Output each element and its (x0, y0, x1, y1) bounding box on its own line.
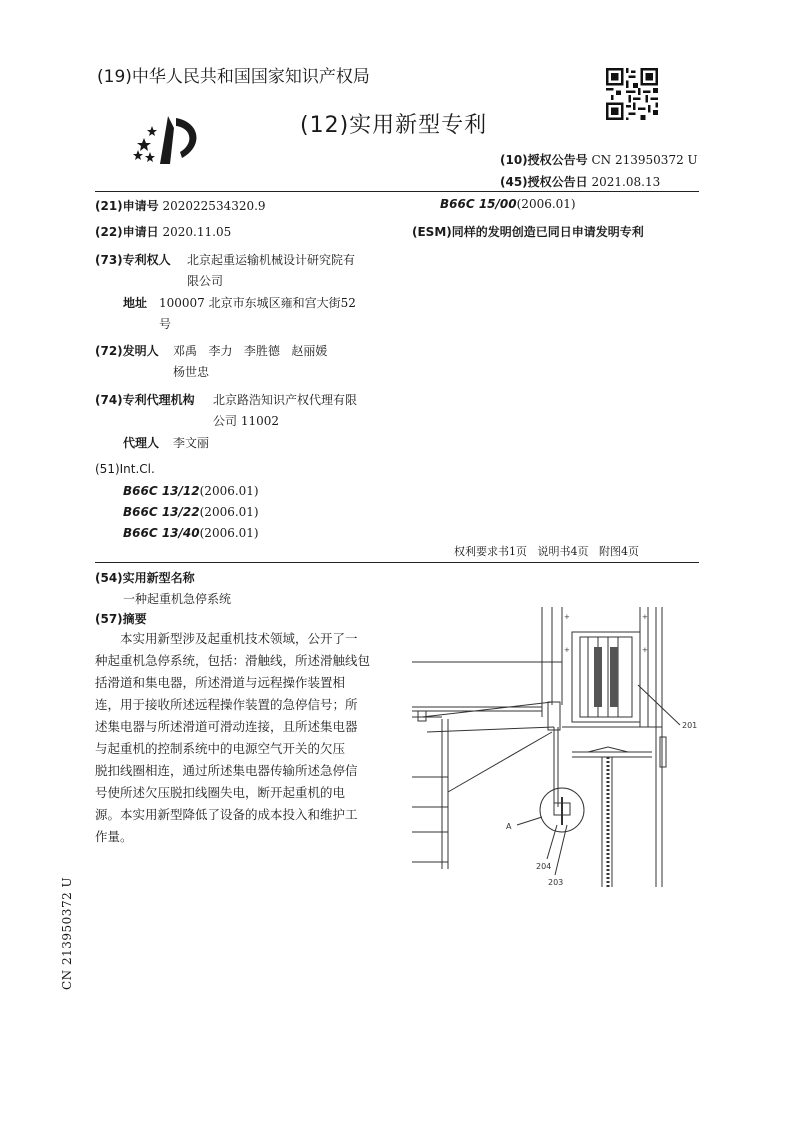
header-rule (95, 191, 699, 192)
abstract-line: 连，用于接收所述远程操作装置的急停信号；所 (95, 697, 358, 712)
cnipa-logo (130, 108, 210, 170)
label-A: A (506, 822, 512, 831)
agency-line-2: 公司 11002 (213, 414, 279, 428)
inventors-line-2: 杨世忠 (173, 365, 210, 379)
publication-number (500, 151, 698, 168)
abstract-line: 与起重机的控制系统中的电源空气开关的欠压 (95, 741, 346, 756)
address-line-2: 号 (159, 317, 172, 331)
biblio-rule (95, 562, 699, 563)
publication-date-label: (45)授权公告日 (500, 175, 588, 189)
abstract-line: 种起重机急停系统，包括：滑触线，所述滑触线包 (95, 653, 371, 668)
abstract-drawing (412, 607, 698, 897)
svg-text:+: + (564, 613, 570, 621)
abstract-line: 作量。 (95, 829, 133, 844)
abstract-line: 括滑道和集电器，所述滑道与远程操作装置相 (95, 675, 346, 690)
intcl-item: B66C 13/12(2006.01) (123, 484, 259, 498)
esm-note: (ESM)同样的发明创造已同日申请发明专利 (412, 225, 644, 239)
utility-model-title: 一种起重机急停系统 (123, 592, 232, 606)
office-name: (19)中华人民共和国国家知识产权局 (97, 67, 370, 87)
page-counts: 权利要求书1页 说明书4页 附图4页 (454, 545, 639, 558)
intcl-label: (51)Int.Cl. (95, 462, 155, 476)
side-publication-number: CN 213950372 U (60, 876, 74, 990)
title-label: (54)实用新型名称 (95, 571, 195, 585)
abstract-line: 源。本实用新型降低了设备的成本投入和维护工 (95, 807, 358, 822)
agent-name: 李文丽 (173, 436, 210, 450)
application-date: (22)申请日 2020.11.05 (95, 225, 232, 239)
publication-date (500, 173, 660, 190)
svg-text:+: + (642, 646, 648, 654)
label-203: 203 (548, 878, 564, 887)
abstract-line: 号使所述欠压脱扣线圈失电，断开起重机的电 (95, 785, 346, 800)
agent-label: 代理人 (123, 436, 160, 450)
intcl-item: B66C 13/40(2006.01) (123, 526, 259, 540)
abstract-line: 述集电器与所述滑道可滑动连接，且所述集电器 (95, 719, 358, 734)
agency-line-1: 北京路浩知识产权代理有限 (213, 393, 358, 407)
label-201: 201 (682, 721, 698, 730)
qr-code (606, 68, 658, 120)
publication-number-value: CN 213950372 U (591, 153, 698, 167)
svg-text:+: + (642, 613, 648, 621)
abstract-line: 脱扣线圈相连，通过所述集电器传输所述急停信 (95, 763, 358, 778)
document-kind: (12)实用新型专利 (300, 113, 488, 138)
agency-label: (74)专利代理机构 (95, 393, 195, 407)
abstract-text (95, 628, 397, 848)
abstract-line: 本实用新型涉及起重机技术领域，公开了一 (95, 631, 358, 646)
inventor-label: (72)发明人 (95, 344, 159, 358)
classification: B66C 15/00(2006.01) (440, 197, 576, 211)
application-number: (21)申请号 202022534320.9 (95, 199, 266, 213)
abstract-label: (57)摘要 (95, 612, 147, 626)
publication-number-label: (10)授权公告号 (500, 153, 588, 167)
patentee-label: (73)专利权人 (95, 253, 171, 267)
label-204: 204 (536, 862, 552, 871)
patentee-line-1: 北京起重运输机械设计研究院有 (187, 253, 356, 267)
address-line-1: 100007 北京市东城区雍和宫大街52 (159, 296, 356, 310)
intcl-item: B66C 13/22(2006.01) (123, 505, 259, 519)
patentee-line-2: 限公司 (187, 274, 224, 288)
address-label: 地址 (123, 296, 148, 310)
publication-date-value: 2021.08.13 (591, 175, 661, 189)
svg-text:+: + (564, 646, 570, 654)
inventors-line-1: 邓禹 李力 李胜德 赵丽媛 (173, 344, 328, 358)
